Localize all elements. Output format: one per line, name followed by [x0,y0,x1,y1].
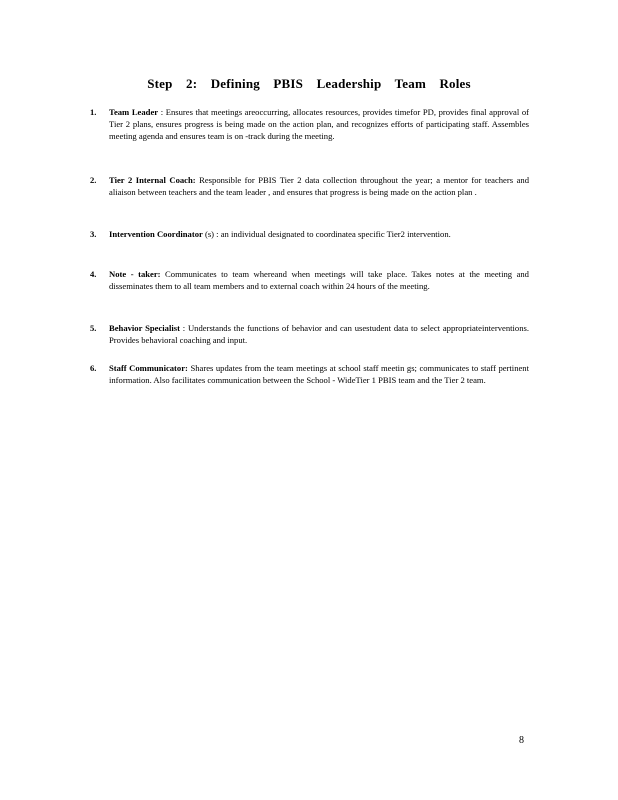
role-number: 1. [90,107,97,117]
role-name: Intervention Coordinator [109,229,203,239]
role-number: 3. [90,229,97,239]
role-item-team-leader [90,107,529,142]
page-number: 8 [519,735,524,746]
role-description: Responsible for PBIS Tier 2 data collection throughout the year; a mentor for teachers and aliaison between teachers and the team leader , and ensures that progress is being made on the action plan . [109,175,530,197]
role-item-internal-coach [90,175,529,199]
role-number: 6. [90,363,97,373]
role-description: Shares updates from the team meetings at school staff meetin gs; communicates to staff pertinent information. Also facilitates communication between the School - WideTier 1 PBIS team and the Tier 2 team. [109,363,529,385]
role-item-staff-communicator [90,363,529,387]
role-description: Communicates to team whereand when meetings will take place. Takes notes at the meeting and disseminates them to all team members and to external coach within 24 hours of the meeting. [109,269,529,291]
role-item-behavior-specialist [90,323,529,347]
role-description: (s) : an individual designated to coordinatea specific Tier2 intervention. [204,229,451,239]
role-description: : Understands the functions of behavior and can usestudent data to select appropriateinterventions. Provides behavioral coaching and input. [109,323,529,345]
role-name: Tier 2 Internal Coach: [109,175,196,185]
role-number: 5. [90,323,97,333]
role-item-note-taker [90,269,529,293]
role-name: Note - taker: [109,269,161,279]
role-name: Behavior Specialist [109,323,180,333]
role-number: 4. [90,269,97,279]
role-name: Staff Communicator: [109,363,188,373]
role-description: : Ensures that meetings areoccurring, allocates resources, provides timefor PD, provides final approval of Tier 2 plans, ensures progress is being made on the action plan, and recognizes efforts of participating staff. Assembles meeting agenda and ensures team is on -track during the meeting. [109,107,529,141]
role-item-intervention-coordinator [90,229,529,241]
role-number: 2. [90,175,97,185]
role-name: Team Leader [109,107,159,117]
page-title: Step 2: Defining PBIS Leadership Team Roles [147,76,471,91]
